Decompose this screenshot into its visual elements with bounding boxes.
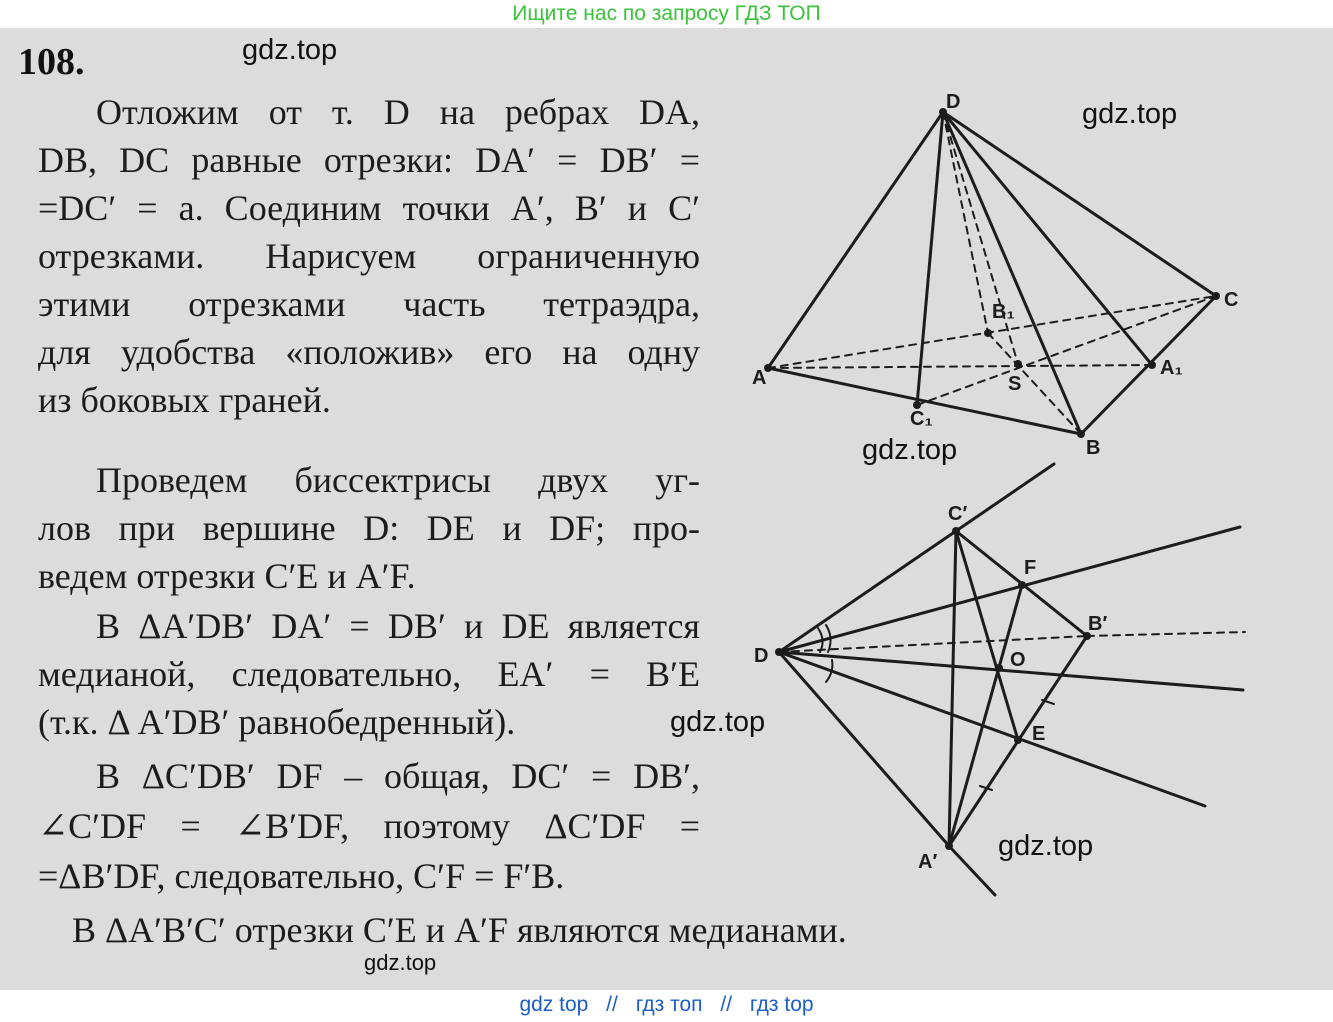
text-line: отрезками. Нарисуем ограниченную bbox=[38, 236, 700, 276]
label-B1: B₁ bbox=[992, 301, 1015, 323]
point-D2 bbox=[775, 648, 783, 656]
point-A2 bbox=[945, 842, 953, 850]
label-A: A bbox=[752, 367, 767, 389]
point-F bbox=[1018, 581, 1026, 589]
text-line: из боковых граней. bbox=[38, 380, 331, 420]
problem-number: 108. bbox=[18, 41, 85, 83]
footer-link[interactable]: гдз top bbox=[749, 993, 814, 1016]
text-line: =ΔB′DF, следовательно, C′F = F′B. bbox=[38, 856, 565, 896]
text-line: DB, DC равные отрезки: DA′ = DB′ = bbox=[38, 140, 700, 180]
text-line: этими отрезками часть тетраэдра, bbox=[38, 284, 700, 324]
point-A1 bbox=[1148, 361, 1156, 369]
label-B2: B′ bbox=[1088, 613, 1108, 635]
text-line: для удобства «положив» его на одну bbox=[38, 332, 700, 372]
label-B: B bbox=[1086, 437, 1101, 459]
point-E bbox=[1014, 736, 1022, 744]
point-S bbox=[1014, 360, 1022, 368]
footer-link[interactable]: gdz top bbox=[519, 993, 589, 1016]
text-line: В ΔA′DB′ DA′ = DB′ и DE является bbox=[96, 606, 700, 646]
footer-link[interactable]: гдз топ bbox=[635, 993, 703, 1016]
dashed-DB1 bbox=[943, 112, 988, 333]
ray-C2 bbox=[956, 464, 1054, 531]
label-A2: A′ bbox=[918, 851, 938, 873]
text-line: (т.к. Δ A′DB′ равнобедренный). bbox=[38, 702, 516, 742]
edge-DA bbox=[768, 112, 943, 368]
watermark: gdz.top bbox=[242, 34, 338, 66]
label-A1: A₁ bbox=[1160, 357, 1183, 379]
point-B1 bbox=[984, 329, 992, 337]
watermark: gdz.top bbox=[998, 830, 1094, 862]
edge-DA2 bbox=[779, 652, 949, 846]
text-line: ∠C′DF = ∠B′DF, поэтому ΔC′DF = bbox=[38, 806, 700, 846]
dashed-C1C bbox=[917, 296, 1216, 405]
label-D: D bbox=[946, 91, 961, 113]
text-line: В ΔA′B′C′ отрезки C′E и A′F являются медианами. bbox=[72, 910, 847, 950]
label-C1: C₁ bbox=[910, 408, 933, 430]
point-C bbox=[1212, 292, 1220, 300]
text-line: В ΔC′DB′ DF – общая, DC′ = DB′, bbox=[96, 756, 700, 796]
label-C2: C′ bbox=[948, 503, 968, 525]
text-line: ведем отрезки C′E и A′F. bbox=[38, 556, 416, 596]
label-D2: D bbox=[754, 645, 769, 667]
ray-A2 bbox=[949, 846, 995, 895]
watermark: gdz.top bbox=[670, 706, 766, 738]
label-C: C bbox=[1224, 289, 1239, 311]
point-B bbox=[1077, 430, 1085, 438]
edge-DC1 bbox=[917, 112, 943, 405]
dashed-AA1 bbox=[768, 365, 1152, 368]
text-line: лов при вершине D: DE и DF; про- bbox=[38, 508, 700, 548]
footer-separator: // bbox=[606, 993, 618, 1016]
watermark: gdz.top bbox=[364, 950, 437, 975]
label-E: E bbox=[1032, 723, 1046, 745]
footer-links bbox=[0, 990, 1333, 1022]
point-C2 bbox=[952, 527, 960, 535]
search-banner[interactable]: Ищите нас по запросу ГДЗ ТОП bbox=[512, 2, 821, 25]
label-F: F bbox=[1024, 557, 1037, 579]
dashed-DS bbox=[943, 112, 1018, 364]
geometry-figures bbox=[730, 90, 1270, 910]
watermark: gdz.top bbox=[862, 434, 958, 466]
text-line: Отложим от т. D на ребрах DA, bbox=[96, 92, 700, 132]
edge-DA1 bbox=[943, 112, 1152, 365]
point-O bbox=[995, 664, 1003, 672]
text-line: медианой, следовательно, EA′ = B′E bbox=[38, 654, 700, 694]
label-S: S bbox=[1008, 373, 1022, 395]
text-line: Проведем биссектрисы двух уг- bbox=[96, 460, 700, 500]
dashed-B2-extension bbox=[1087, 632, 1245, 636]
watermark: gdz.top bbox=[1082, 98, 1178, 130]
text-line: =DC′ = a. Соединим точки A′, B′ и C′ bbox=[38, 188, 700, 228]
footer-separator: // bbox=[720, 993, 733, 1016]
label-O: O bbox=[1010, 649, 1026, 671]
edge-DC2 bbox=[779, 531, 956, 652]
edge-C2A2 bbox=[949, 531, 956, 846]
